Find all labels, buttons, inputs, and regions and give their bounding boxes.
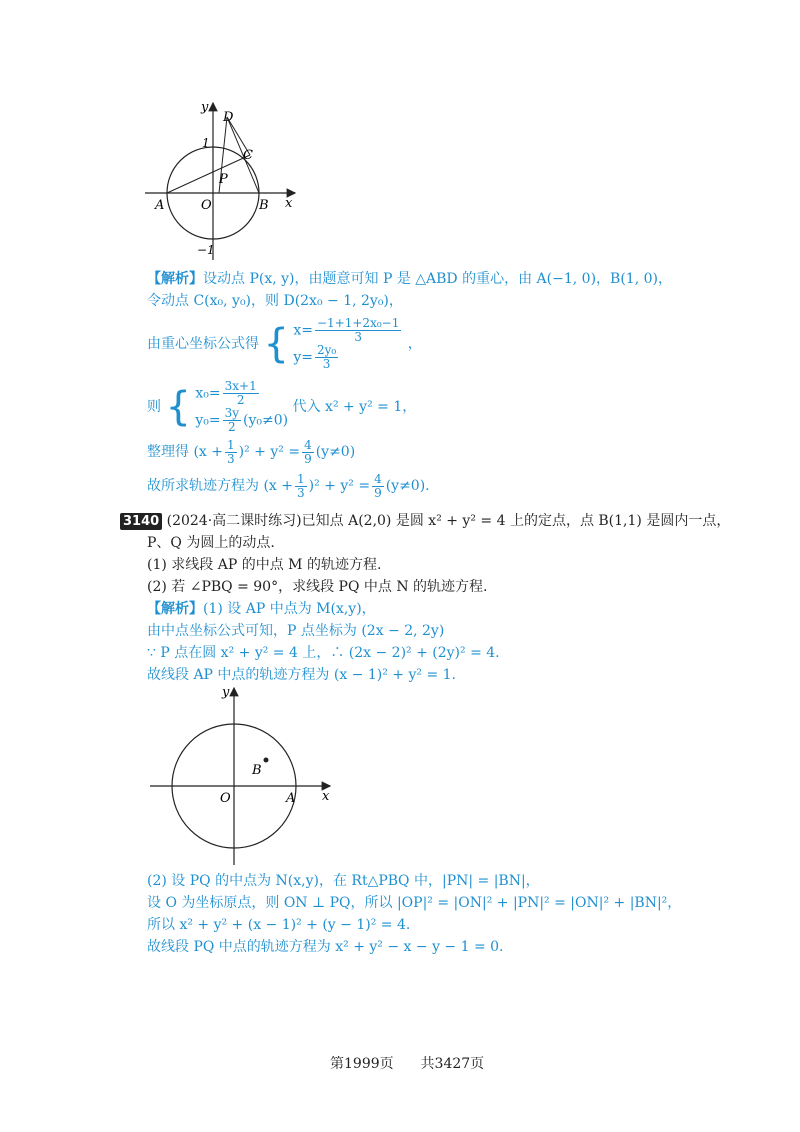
label-b: B bbox=[259, 198, 269, 213]
eq-y0-cond: (y₀≠0) bbox=[243, 412, 289, 429]
solution1-line4-suffix: 代入 x² + y² = 1， bbox=[292, 399, 417, 415]
label-o-2: O bbox=[220, 791, 231, 806]
solution1-line3 bbox=[147, 316, 422, 372]
label-d: D bbox=[223, 110, 234, 125]
line5-rhs-num: 4 bbox=[304, 437, 312, 452]
solution2-line7: 所以 x² + y² + (x − 1)² + (y − 1)² = 4. bbox=[147, 917, 411, 933]
solution2-line5: (2) 设 PQ 的中点为 N(x,y)，在 Rt△PBQ 中，|PN| = |BN|， bbox=[147, 873, 540, 889]
line6-frac-num: 1 bbox=[297, 471, 305, 486]
line5-mid: )² + y² = bbox=[238, 444, 301, 460]
label-x: x bbox=[285, 196, 293, 211]
line6-rhs-den: 9 bbox=[374, 485, 382, 500]
figure-2-diagram bbox=[140, 680, 340, 870]
eq-y0-den: 2 bbox=[228, 420, 236, 434]
page-footer bbox=[330, 1055, 484, 1073]
label-b-2: B bbox=[252, 763, 262, 778]
line6-suffix: (y≠0). bbox=[385, 478, 430, 494]
eq-x0-lhs: x₀= bbox=[195, 385, 221, 402]
solution1-line4 bbox=[147, 379, 417, 434]
eq-y0-lhs: y₀= bbox=[195, 412, 221, 429]
label-c: C bbox=[243, 148, 253, 163]
label-y-2: y bbox=[222, 685, 230, 700]
eq-x-den: 3 bbox=[354, 330, 362, 344]
line6-frac-den: 3 bbox=[297, 485, 305, 500]
line6-prefix: 故所求轨迹方程为 (x + bbox=[147, 478, 293, 494]
point-b bbox=[264, 758, 269, 763]
solution2-line6: 设 O 为坐标原点，则 ON ⊥ PQ，所以 |OP|² = |ON|² + |PN|² = |ON|² + |BN|²， bbox=[147, 895, 682, 911]
label-x-2: x bbox=[322, 789, 330, 804]
solution1-line3-prefix: 由重心坐标公式得 bbox=[147, 336, 259, 352]
problem-number-badge: 3140 bbox=[120, 513, 162, 530]
line5-prefix: 整理得 (x + bbox=[147, 444, 223, 460]
solution1-line5 bbox=[147, 438, 355, 466]
solution1-line6 bbox=[147, 472, 430, 500]
solution2-line1 bbox=[147, 600, 376, 618]
label-a-2: A bbox=[286, 791, 296, 806]
solution1-text1: 设动点 P(x, y)，由题意可知 P 是 △ABD 的重心，由 A(−1, 0)，B(1, 0)， bbox=[203, 271, 672, 287]
line5-suffix: (y≠0) bbox=[315, 444, 356, 460]
label-o: O bbox=[201, 198, 212, 213]
line5-frac-den: 3 bbox=[227, 451, 235, 466]
problem-line2: P、Q 为圆上的动点. bbox=[147, 535, 275, 551]
eq-y0-num: 3y bbox=[224, 406, 240, 420]
problem-line1 bbox=[120, 512, 730, 530]
solution1-line3-suffix: ， bbox=[407, 336, 422, 352]
figure-1-diagram bbox=[135, 95, 315, 270]
line5-frac-num: 1 bbox=[227, 437, 235, 452]
solution1-line2: 令动点 C(x₀, y₀)，则 D(2x₀ − 1, 2y₀)， bbox=[147, 293, 403, 309]
solution2-line8: 故线段 PQ 中点的轨迹方程为 x² + y² − x − y − 1 = 0. bbox=[147, 939, 504, 955]
solution2-tag: 【解析】 bbox=[147, 601, 203, 617]
label-one: 1 bbox=[202, 136, 210, 150]
solution2-line3: ∵ P 点在圆 x² + y² = 4 上，∴ (2x − 2)² + (2y)² = 4. bbox=[147, 645, 500, 661]
page-number: 第1999页 bbox=[330, 1056, 394, 1072]
eq-y-den: 3 bbox=[322, 357, 331, 371]
line6-mid: )² + y² = bbox=[308, 478, 371, 494]
brace-icon-2: { bbox=[165, 384, 191, 430]
problem-q1: (1) 求线段 AP 的中点 M 的轨迹方程. bbox=[147, 557, 382, 573]
brace-icon: { bbox=[263, 321, 289, 367]
problem-text1: (2024·高二课时练习)已知点 A(2,0) 是圆 x² + y² = 4 上的定点，点 B(1,1) 是圆内一点， bbox=[166, 513, 731, 529]
label-y: y bbox=[201, 100, 209, 115]
eq-x0-den: 2 bbox=[236, 393, 245, 407]
label-a: A bbox=[155, 198, 165, 213]
line5-rhs-den: 9 bbox=[304, 451, 312, 466]
page-total: 共3427页 bbox=[420, 1056, 485, 1072]
eq-x-num: −1+1+2x₀−1 bbox=[317, 316, 400, 330]
problem-q2: (2) 若 ∠PBQ = 90°，求线段 PQ 中点 N 的轨迹方程. bbox=[147, 579, 488, 595]
label-neg-one: −1 bbox=[197, 243, 215, 257]
solution-tag: 【解析】 bbox=[147, 271, 203, 287]
eq-y-lhs: y= bbox=[293, 349, 313, 366]
solution2-text1: (1) 设 AP 中点为 M(x,y)， bbox=[203, 601, 376, 617]
label-p: P bbox=[219, 172, 228, 187]
line6-rhs-num: 4 bbox=[374, 471, 382, 486]
solution1-line1 bbox=[147, 270, 672, 288]
eq-y-num: 2y₀ bbox=[317, 343, 337, 357]
solution2-line4: 故线段 AP 中点的轨迹方程为 (x − 1)² + y² = 1. bbox=[147, 667, 456, 683]
solution2-line2: 由中点坐标公式可知，P 点坐标为 (2x − 2, 2y) bbox=[147, 623, 445, 639]
solution1-line4-prefix: 则 bbox=[147, 399, 161, 415]
eq-x-lhs: x= bbox=[293, 322, 313, 339]
eq-x0-num: 3x+1 bbox=[224, 379, 257, 393]
